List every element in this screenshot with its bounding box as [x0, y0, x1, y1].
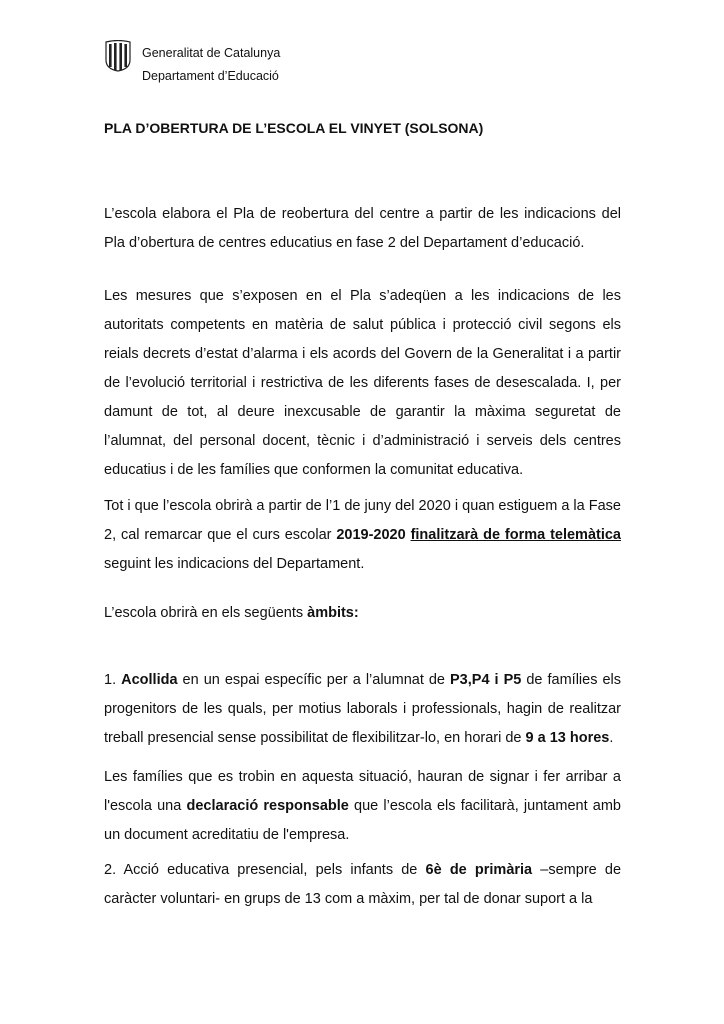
bold-run: Acollida	[121, 672, 178, 688]
bold-run: àmbits:	[307, 605, 359, 621]
bold-run: 2019-2020	[336, 527, 406, 543]
bold-run: P3,P4 i P5	[450, 672, 522, 688]
text-run: 1.	[104, 672, 122, 688]
text-run: que l’escola els facilitarà, juntament amb un document acreditatiu de l'empresa.	[104, 798, 621, 843]
bold-run: 6è de primària	[425, 862, 533, 878]
catalan-stripes-icon	[104, 40, 132, 72]
text-run: –sempre de caràcter voluntari- en grups de 13 com a màxim, per tal de donar suport a la	[104, 862, 622, 907]
text-run: .	[609, 730, 614, 746]
text-run: en un espai específic per a l’alumnat de	[177, 672, 451, 688]
paragraph-5	[104, 666, 621, 753]
paragraph-3	[104, 492, 621, 579]
org-line-2: Departament d’Educació	[142, 69, 279, 83]
bold-run: 9 a 13 hores	[525, 730, 610, 746]
underlined-bold-run: finalitzarà de forma telemàtica	[410, 527, 621, 543]
organization-name	[142, 42, 280, 88]
document-title: PLA D’OBERTURA DE L’ESCOLA EL VINYET (SOLSONA)	[104, 120, 484, 136]
paragraph-2: Les mesures que s’exposen en el Pla s’adeqüen a les indicacions de les autoritats competents en matèria de salut pública i protecció civil segons els reials decrets d’estat d’alarma i els acords del Govern de la Generalitat i a partir de l’evolució territorial i restrictiva de les diferents fases de desescalada. I, per damunt de tot, al deure inexcusable de garantir la màxima seguretat de l’alumnat, del personal docent, tècnic i d’administració i serveis dels centres educatius i de les famílies que conformen la comunitat educativa.	[104, 288, 621, 478]
text-run: Les famílies que es trobin en aquesta situació, hauran de signar i fer arribar a l'escola una	[104, 769, 621, 814]
text-run: Tot i que l’escola obrirà a partir de l’1 de juny del 2020 i quan estiguem a la Fase 2, cal remarcar que el curs escolar	[104, 498, 621, 543]
org-line-1: Generalitat de Catalunya	[142, 46, 281, 60]
paragraph-6	[104, 763, 621, 850]
text-run: L’escola obrirà en els següents	[104, 605, 308, 621]
text-run: de famílies els progenitors de les quals, per motius laborals i professionals, hagin de realitzar treball presencial sense possibilitat de flexibilitzar-lo, en horari de	[104, 672, 622, 746]
bold-run: declaració responsable	[186, 798, 349, 814]
text-run: seguint les indicacions del Departament.	[104, 556, 365, 572]
paragraph-7	[104, 856, 621, 914]
paragraph-1: L’escola elabora el Pla de reobertura del centre a partir de les indicacions del Pla d’obertura de centres educatius en fase 2 del Departament d’educació.	[104, 206, 621, 251]
text-run: 2. Acció educativa presencial, pels infants de	[104, 862, 426, 878]
paragraph-4	[104, 599, 621, 628]
